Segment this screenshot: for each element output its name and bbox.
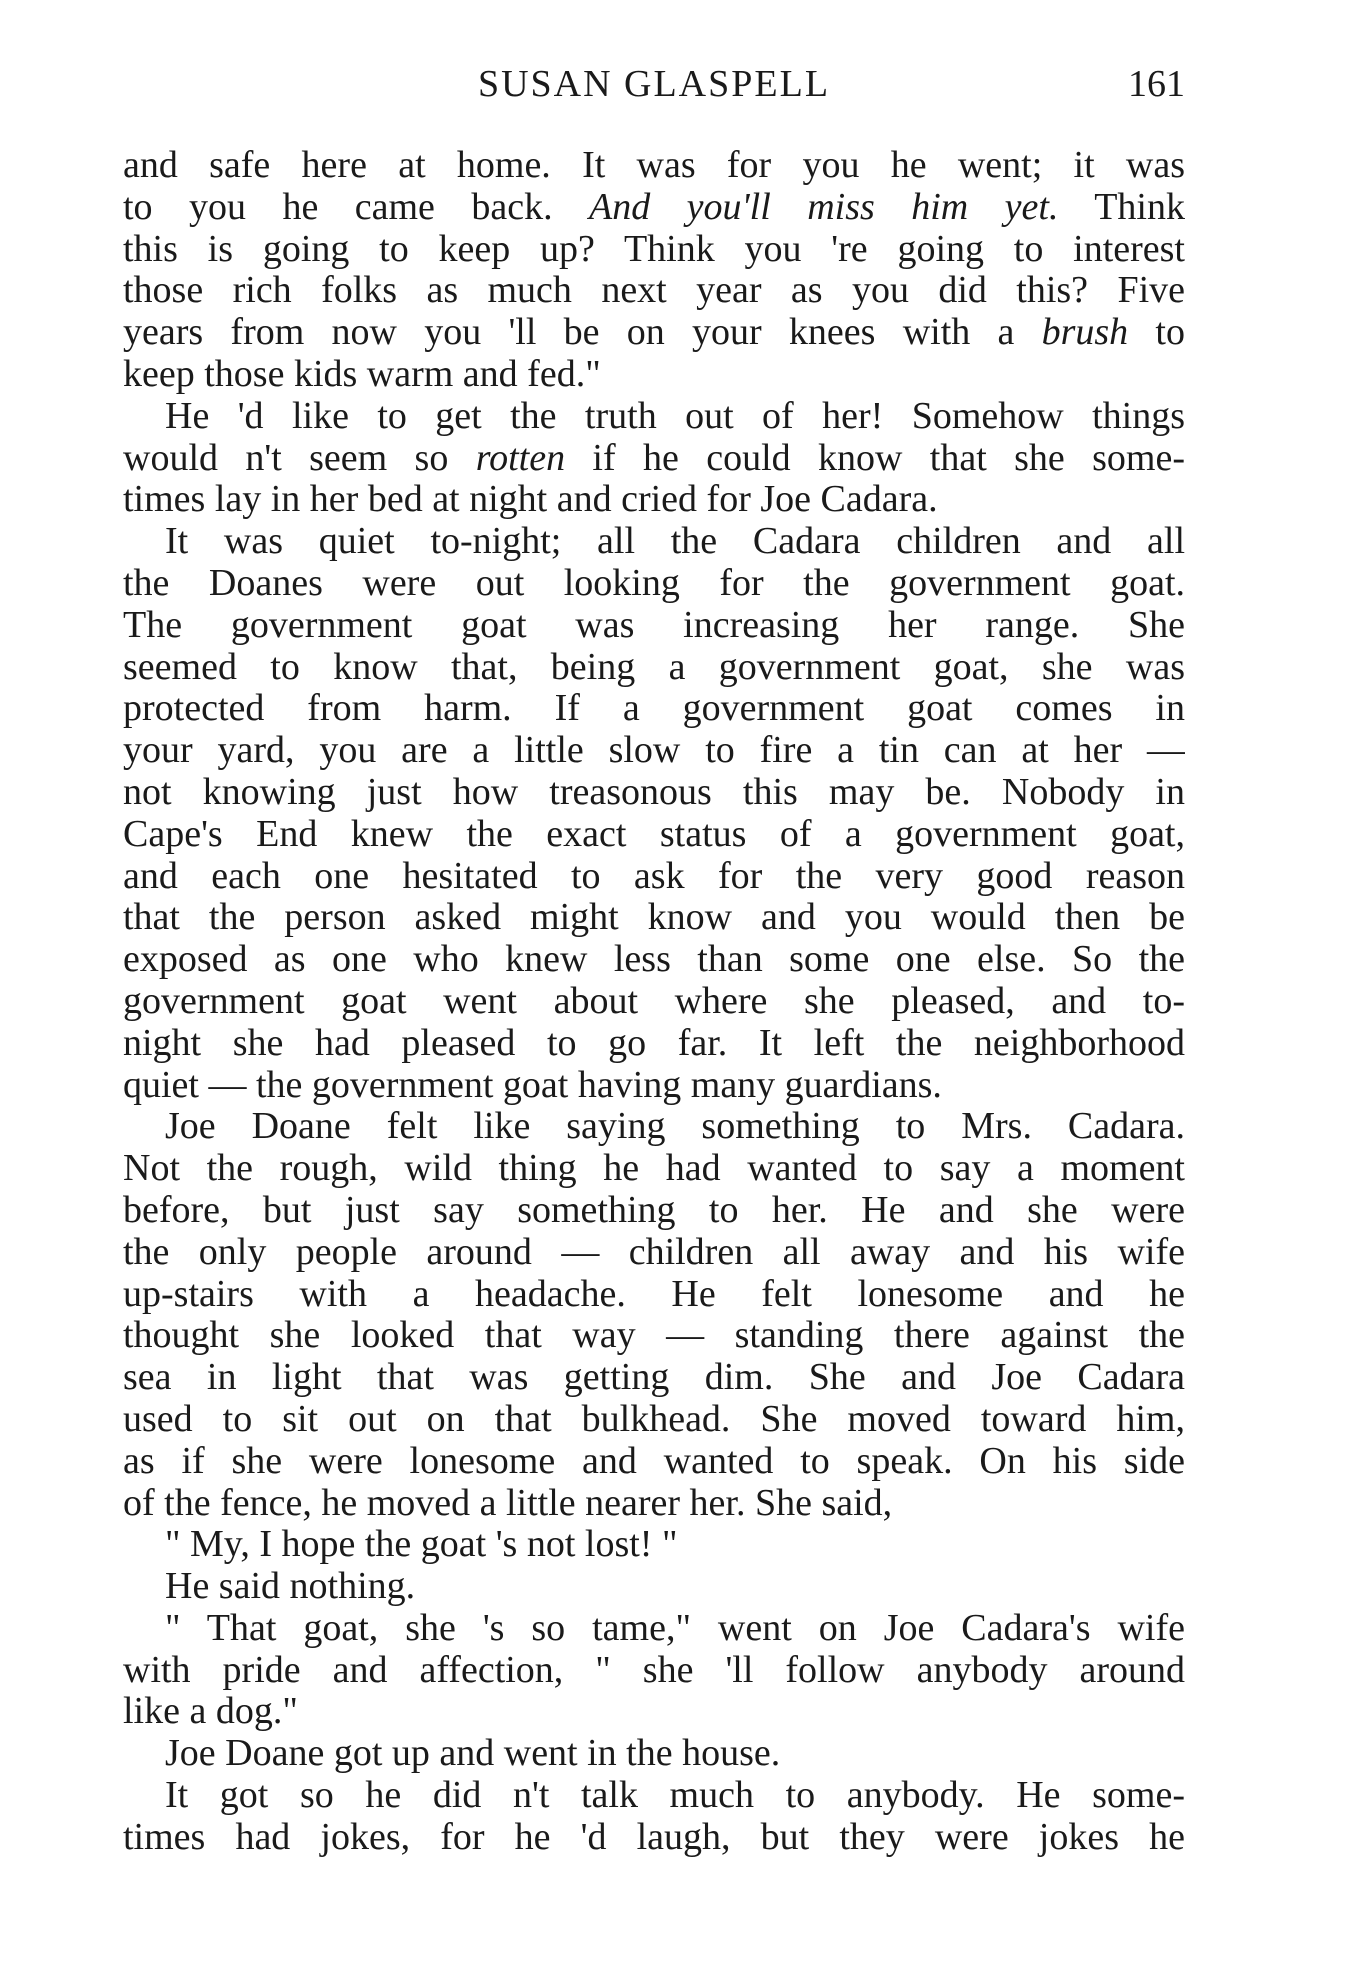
body-text [123, 145, 1185, 1859]
text-segment: your yard, you are a little slow to fire a tin can at her — [123, 730, 1185, 772]
text-line [123, 856, 1185, 898]
text-line [123, 1441, 1185, 1483]
text-segment: Joe Doane got up and went in the house. [165, 1733, 781, 1775]
text-segment: " My, I hope the goat 's not lost! " [165, 1524, 678, 1566]
text-segment: not knowing just how treasonous this may be. Nobody in [123, 771, 1185, 813]
text-line [123, 1399, 1185, 1441]
text-line [123, 1608, 1185, 1650]
text-line [123, 1106, 1185, 1148]
page-header [123, 62, 1185, 112]
text-segment: He said nothing. [165, 1566, 416, 1608]
text-line [123, 145, 1185, 187]
text-line [123, 438, 1185, 480]
text-segment: to you he came back. [123, 186, 590, 228]
text-line [123, 1148, 1185, 1190]
text-line [123, 1524, 1185, 1566]
text-segment: before, but just say something to her. He and she were [123, 1189, 1185, 1231]
text-line [123, 1691, 1185, 1733]
text-segment: It got so he did n't talk much to anybody. He some- [165, 1775, 1185, 1817]
text-line [123, 814, 1185, 856]
text-segment: times had jokes, for he 'd laugh, but they were jokes he [123, 1816, 1185, 1858]
text-line [123, 521, 1185, 563]
text-segment: night she had pleased to go far. It left the neighborhood [123, 1022, 1185, 1064]
text-line [123, 187, 1185, 229]
text-segment: the only people around — children all away and his wife [123, 1231, 1185, 1273]
text-line [123, 1315, 1185, 1357]
text-segment: " That goat, she 's so tame," went on Joe Cadara's wife [165, 1607, 1185, 1649]
text-line [123, 688, 1185, 730]
text-line [123, 1190, 1185, 1232]
italic-text: And you'll miss him yet. [589, 186, 1059, 228]
text-segment: this is going to keep up? Think you 're going to interest [123, 228, 1185, 270]
text-line [123, 1566, 1185, 1608]
running-head: SUSAN GLASPELL [477, 63, 831, 105]
text-line [123, 1733, 1185, 1775]
text-line [123, 772, 1185, 814]
text-segment: The government goat was increasing her range. She [123, 604, 1185, 646]
text-line [123, 1775, 1185, 1817]
text-segment: Joe Doane felt like saying something to Mrs. Cadara. [165, 1106, 1185, 1148]
text-segment: thought she looked that way — standing there against the [123, 1315, 1185, 1357]
text-segment: that the person asked might know and you would then be [123, 897, 1185, 939]
text-line [123, 1817, 1185, 1859]
italic-text: brush [1041, 312, 1129, 354]
text-segment: government goat went about where she pleased, and to- [123, 980, 1185, 1022]
text-segment: those rich folks as much next year as you did this? Five [123, 270, 1185, 312]
page-number: 161 [1128, 63, 1185, 105]
text-line [123, 479, 1185, 521]
text-line [123, 1232, 1185, 1274]
text-line [123, 1274, 1185, 1316]
text-line [123, 647, 1185, 689]
text-segment: and safe here at home. It was for you he went; it was [123, 145, 1185, 186]
text-segment: as if she were lonesome and wanted to speak. On his side [123, 1440, 1185, 1482]
text-segment: keep those kids warm and fed." [123, 353, 601, 395]
text-line [123, 1065, 1185, 1107]
text-line [123, 354, 1185, 396]
text-segment: sea in light that was getting dim. She and Joe Cadara [123, 1357, 1185, 1399]
text-segment: the Doanes were out looking for the government goat. [123, 562, 1185, 604]
text-line [123, 981, 1185, 1023]
text-segment: used to sit out on that bulkhead. She moved toward him, [123, 1398, 1185, 1440]
text-line [123, 270, 1185, 312]
text-segment: to [1128, 312, 1185, 354]
text-line [123, 1357, 1185, 1399]
text-segment: It was quiet to-night; all the Cadara children and all [165, 521, 1185, 563]
text-line [123, 939, 1185, 981]
text-segment: protected from harm. If a government goat comes in [123, 688, 1185, 730]
text-segment: and each one hesitated to ask for the very good reason [123, 855, 1185, 897]
text-line [123, 897, 1185, 939]
text-segment: quiet — the government goat having many guardians. [123, 1064, 942, 1106]
text-line [123, 605, 1185, 647]
text-segment: of the fence, he moved a little nearer her. She said, [123, 1482, 893, 1524]
text-line [123, 563, 1185, 605]
text-segment: Think [1058, 186, 1185, 228]
text-line [123, 730, 1185, 772]
text-segment: with pride and affection, " she 'll follow anybody around [123, 1649, 1185, 1691]
text-segment: years from now you 'll be on your knees with a [123, 312, 1042, 354]
text-line [123, 1023, 1185, 1065]
text-segment: exposed as one who knew less than some one else. So the [123, 939, 1185, 981]
text-line [123, 396, 1185, 438]
text-segment: if he could know that she some- [565, 437, 1185, 479]
text-line [123, 229, 1185, 271]
text-segment: would n't seem so [123, 437, 476, 479]
text-segment: up-stairs with a headache. He felt lonesome and he [123, 1273, 1185, 1315]
text-segment: Cape's End knew the exact status of a government goat, [123, 813, 1185, 855]
text-segment: He 'd like to get the truth out of her! Somehow things [165, 395, 1185, 437]
text-line [123, 1483, 1185, 1525]
text-line [123, 1650, 1185, 1692]
text-segment: times lay in her bed at night and cried for Joe Cadara. [123, 479, 938, 521]
text-segment: like a dog." [123, 1691, 298, 1733]
text-line [123, 312, 1185, 354]
text-segment: seemed to know that, being a government goat, she was [123, 646, 1185, 688]
italic-text: rotten [475, 437, 566, 479]
text-segment: Not the rough, wild thing he had wanted to say a moment [123, 1148, 1185, 1190]
